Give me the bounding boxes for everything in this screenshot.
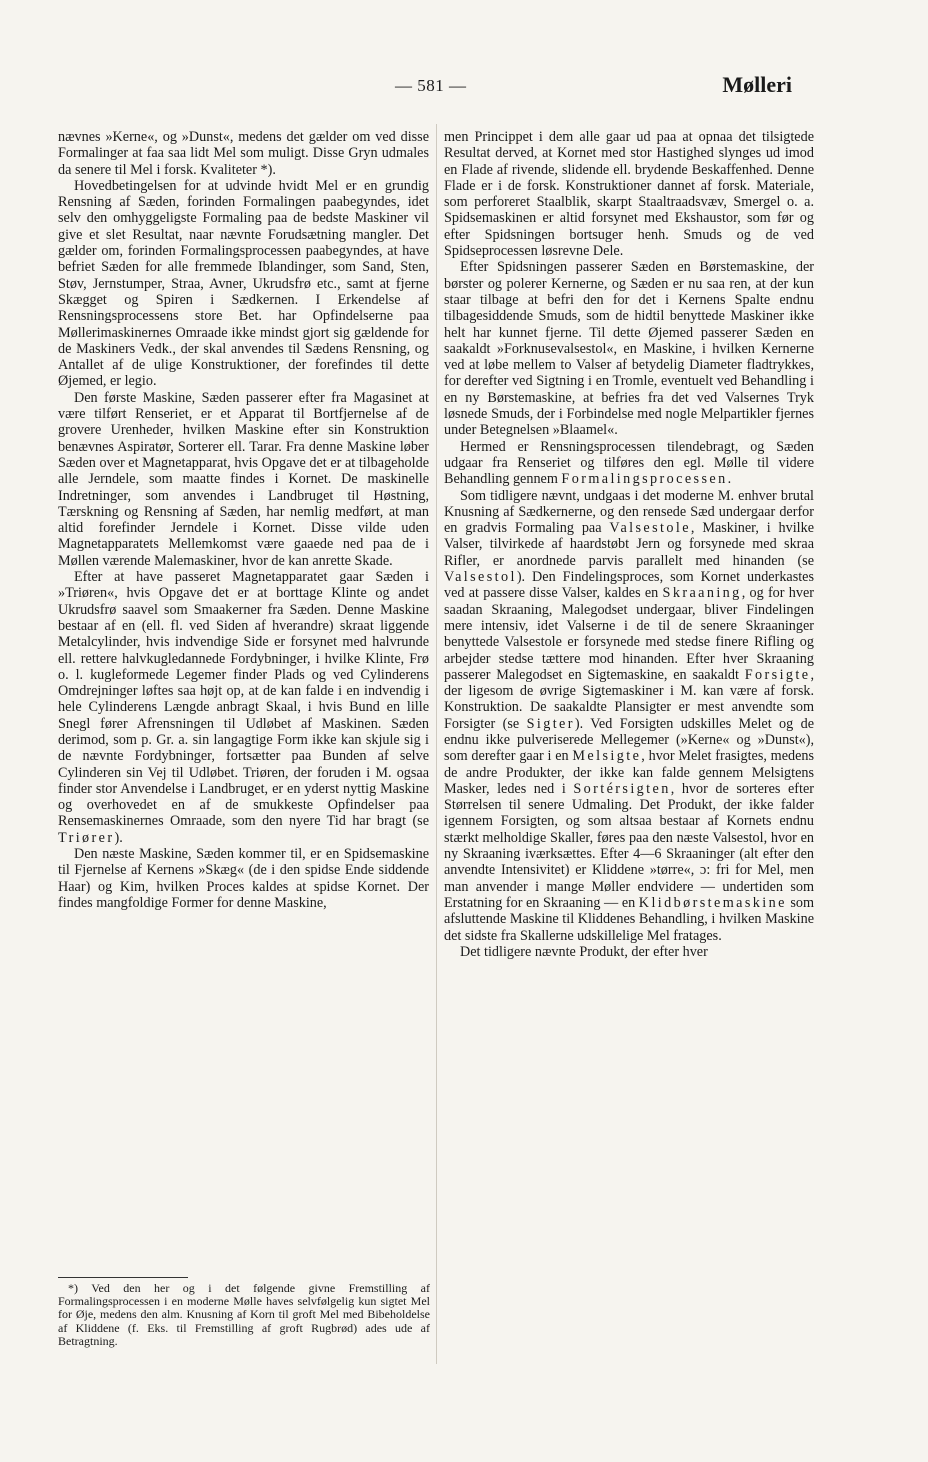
paragraph: Den første Maskine, Sæden passerer efter fra Magasinet at være tilført Renseriet, er et Apparat til Bortfjernelse af de grovere Urenheder, hvilken Maskine efter sin Konstruktion benævnes Aspiratør, Sorterer ell. Tarar. Fra denne Maskine løber Sæden over et Magnetapparat, hvis Opgave det er at tilbageholde alle Jerndele, som maatte findes i Kornet. De maskinelle Indretninger, som anvendes i Landbruget til Høstning, Tærskning og Rensning af Sæden, har nemlig medført, at man altid forefinder Jerndele i Kornet. Disse vilde uden Magnetapparatets Mellemkomst være gaaede ned paa de i Møllen værende Malemaskiner, hvor de kan anrette Skade. bbox=[58, 389, 429, 569]
cross-reference: Melsigte bbox=[572, 748, 642, 765]
paragraph bbox=[58, 569, 429, 846]
running-title: Mølleri bbox=[722, 72, 792, 97]
paragraph: nævnes »Kerne«, og »Dunst«, medens det gælder om ved disse Formalinger at faa saa lidt Mel som muligt. Disse Gryn udmales da senere til Mel i forsk. Kvaliteter *). bbox=[58, 129, 429, 178]
paragraph: Det tidligere nævnte Produkt, der efter hver bbox=[460, 943, 708, 960]
paragraph-text: , hvor Melet frasigtes, medens de andre Produkter, der ikke kan falde gennem Melsigtens Masker, ledes ned i bbox=[444, 748, 815, 797]
paragraph-text: Efter at have passeret Magnetapparatet gaar Sæden i »Triøren«, hvis Opgave det er at borttage Klinte og andet Ukrudsfrø saavel som Smaakerner fra Sæden. Denne Maskine bestaar af en (ell. fl. ved Siden af hverandre) skraat liggende Metalcylinder, hvis indvendige Side er forsynet med halvrunde ell. rettere halvkugledannede Fordybninger, i hvilke Klinte, Frø o. l. kugleformede Legemer finder Plads og ved Cylinderens Omdrejninger løftes saa højt op, at de kan falde i en indvendig i hele Cylinderens Længde anbragt Skaal, i hvis Bund en lille Snegl fører Afrensningen til Udløbet af Maskinen. Sæden derimod, som p. Gr. a. sin langagtige Form ikke kan skjule sig i de nævnte Fordybninger, fortsætter paa Bunden af selve Cylinderen sin Vej til Udløbet. Triøren, der foruden i M. ogsaa finder stor Anvendelse i Landbruget, er en yderst nyttig Maskine og overhovedet en af de smukkeste Opfindelser paa Rensemaskinernes Omraade, som den nyere Tid har bragt (se bbox=[58, 569, 429, 830]
paragraph-text: , Maskiner, i hvilke Valser, tilvirkede af haardstøbt Jern og forsynede med skraa Rifler, er anordnede parvis parallelt med hinanden (se bbox=[444, 520, 814, 569]
cross-reference: Klidbørstemaskine bbox=[638, 894, 787, 911]
paragraph: Hovedbetingelsen for at udvinde hvidt Mel er en grundig Rensning af Sæden, forinden Formalingen paabegyndes, idet selv den omhyggeligste Formaling paa de bedste Maskiner vil give et slet Resultat, naar nævnte Forudsætning mangler. Det gælder om, forinden Formalingsprocessen paabegyndes, at have befriet Sæden for alle fremmede Iblandinger, som Sand, Sten, Støv, Jernstumper, Straa, Avner, Ukrudsfrø etc., samt at fjerne Skægget og Spiren i Sædkernen. I Erkendelse af Rensningsprocessens store Bet. har Opfindelserne paa Møllerimaskinernes Omraade ikke mindst gjort sig gældende for de Maskiners Vedk., der skal anvendes til Sædens Rensning, og Antallet af de ulige Konstruktioner, der forefindes til dette Øjemed, er legio. bbox=[58, 177, 429, 390]
paragraph: Den næste Maskine, Sæden kommer til, er en Spidsemaskine til Fjernelse af Kernens »Skæg« (de i den spidse Ende siddende Haar) og Kim, hvilken Proces kaldes at spidse Kornet. Der findes mangfoldige Former for denne Maskine, bbox=[58, 846, 429, 911]
paragraph bbox=[444, 439, 814, 488]
left-column bbox=[58, 129, 429, 911]
cross-reference: Forsigte bbox=[744, 666, 811, 683]
paragraph-text: . bbox=[727, 471, 732, 488]
cross-reference: Formalingsprocessen bbox=[561, 471, 728, 488]
footnote bbox=[58, 1282, 430, 1348]
paragraph-text: , og for hver saadan Skraaning, Malegodset undergaar, bliver Findelingen mere intensiv, idet Valserne i de til de senere Skraaninger benyttede Valsestole er forsynede med stedse finere Rifling og arbejder stedse tættere mod hinanden. Efter hver Skraaning passerer Malegodset en Sigtemaskine, en saakaldt bbox=[444, 585, 814, 683]
cross-reference: Triører bbox=[58, 829, 115, 846]
cross-reference: Valsestole bbox=[609, 520, 691, 537]
paragraph: Efter Spidsningen passerer Sæden en Børstemaskine, der børster og polerer Kernerne, og Sæden er nu saa ren, at der kun staar tilbage at befri den for det i Kernens Spalte endnu tilbagesiddende Smuds, som de hidtil benyttede Maskiner ikke helt har kunnet fjerne. Til dette Øjemed passerer Sæden en saakaldt »Forknusevalsestol«, en Maskine, i hvilken Kernerne ved at løbe mellem to Valser af betydelig Diameter fladtrykkes, for derefter ved Sigtning i en Tromle, eventuelt ved Behandling i en ny Børstemaskine, at befries fra det ved Valsernes Tryk løsnede Smuds, der i Forbindelse med nogle Melpartikler fjernes under Betegnelsen »Blaamel«. bbox=[444, 259, 814, 439]
cross-reference: Valsestol bbox=[444, 569, 517, 586]
paragraph-text: ). bbox=[114, 829, 123, 846]
right-column bbox=[444, 129, 814, 960]
footnote-rule bbox=[58, 1277, 188, 1278]
page-number: — 581 — bbox=[395, 76, 467, 95]
paragraph-text: ). Den Findelingsproces, som Kornet underkastes ved at passere disse Valser, kaldes en bbox=[444, 569, 814, 602]
page-header bbox=[0, 70, 928, 104]
paragraph-text: som afsluttende Maskine til Kliddenes Behandling, i hvilken Maskine det sidste fra Skallerne udskillelige Mel fratages. bbox=[444, 894, 815, 944]
paragraph-text: , hvor de sorteres efter Størrelsen til senere Udmaling. Det Produkt, der ikke falder igennem Forsigten, og som altsaa bestaar af Kornets endnu stærkt melholdige Skaller, føres paa den næste Valsestol, hvor en ny Skraaning iværksættes. Efter 4—6 Skraaninger (alt efter den anvendte Intensivitet) er Kliddene »tørre«, ɔ: fri for Mel, men man anvender i mange Møller endvidere — undertiden som Erstatning for en Skraaning — en bbox=[444, 780, 814, 911]
paragraph bbox=[444, 488, 814, 944]
paragraph-text: Hermed er Rensningsprocessen tilendebragt, og Sæden udgaar fra Renseriet og tilføres den egl. Mølle til videre Behandling gennem bbox=[444, 438, 814, 488]
paragraph-text: , der ligesom de øvrige Sigtemaskiner i M. kan være af forsk. Konstruktion. De saakaldte Plansigter er mest anvendte som Forsigter (se bbox=[444, 666, 814, 732]
paragraph-text: Som tidligere nævnt, undgaas i det moderne M. enhver brutal Knusning af Sædkernerne, og den rensede Sæd undergaar derfor en gradvis Formaling paa bbox=[444, 487, 814, 537]
paragraph: men Princippet i dem alle gaar ud paa at opnaa det tilsigtede Resultat derved, at Kornet med stor Hastighed slynges ud imod en Flade af rivende, slidende ell. brydende Beskaffenhed. Denne Flade er i de forsk. Konstruktioner dannet af forsk. Materiale, som perforeret Staalblik, skarpt Staaltraadsvæv, Smergel o. a. Spidsemaskinen er altid forsynet med Ekshaustor, som før og efter Spidsningen bortsuger henh. Smuds og de ved Spidseprocessen løsrevne Dele. bbox=[444, 129, 814, 260]
column-divider bbox=[436, 124, 437, 1364]
cross-reference: Skraaning bbox=[662, 585, 742, 602]
cross-reference: Sigter bbox=[526, 715, 575, 732]
cross-reference: Sortérsigten bbox=[573, 780, 671, 797]
paragraph-text: ). Ved Forsigten udskilles Melet og de endnu ikke pulveriserede Mellegemer (»Kerne« og »Dunst«), som derefter gaar i en bbox=[444, 715, 814, 765]
footnote-text: *) Ved den her og i det følgende givne Fremstilling af Formalingsprocessen i en moderne Mølle haves selvfølgelig kun sigtet Mel for Øje, medens den alm. Knusning af Korn til groft Mel med Bibeholdelse af Kliddene (f. Eks. til Fremstilling af groft Rugbrød) ades ude af Betragtning. bbox=[58, 1281, 430, 1348]
